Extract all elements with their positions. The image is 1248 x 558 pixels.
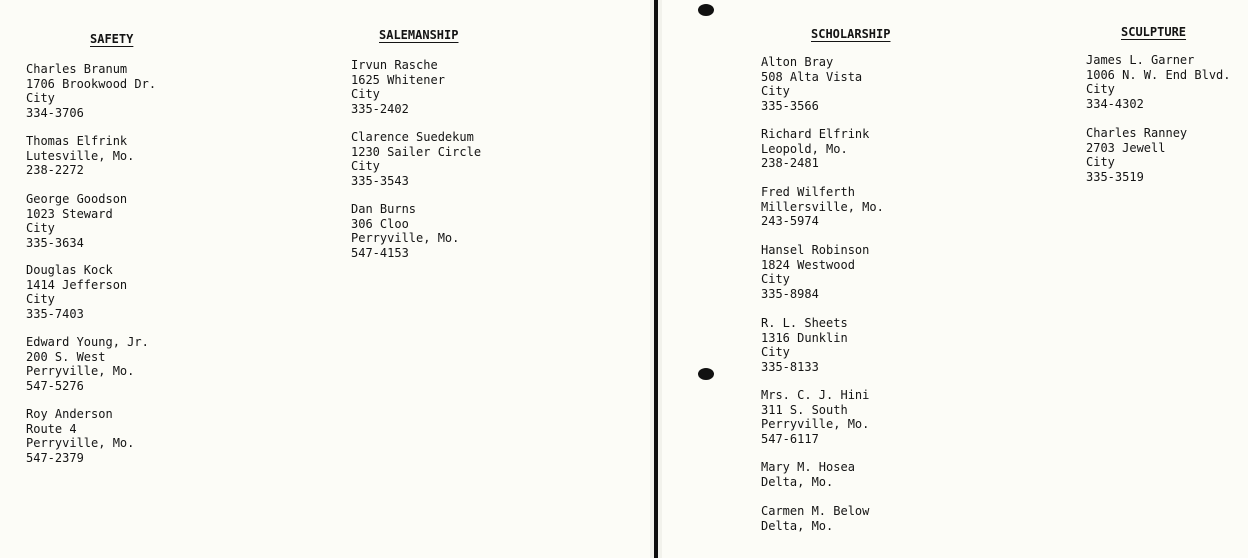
entry-name: Mrs. C. J. Hini xyxy=(761,388,870,402)
directory-entry xyxy=(26,192,127,250)
entry-line: Delta, Mo. xyxy=(761,518,834,533)
entry-line: 1824 Westwood xyxy=(761,257,855,272)
entry-line: 335-7403 xyxy=(26,306,84,321)
entry-line: City xyxy=(26,91,55,106)
entry-line: 547-6117 xyxy=(761,431,819,446)
entry-line: Route 4 xyxy=(26,421,77,436)
binding-line xyxy=(654,0,658,558)
entry-name: Dan Burns xyxy=(351,202,417,216)
entry-line: Perryville, Mo. xyxy=(26,436,135,451)
entry-line: Perryville, Mo. xyxy=(351,231,460,246)
entry-line: 335-3566 xyxy=(761,98,819,113)
directory-entry xyxy=(761,185,884,229)
directory-entry xyxy=(26,407,134,465)
directory-entry xyxy=(761,243,869,301)
entry-line: City xyxy=(761,345,790,360)
entry-line: 334-3706 xyxy=(26,105,84,120)
entry-line: 1316 Dunklin xyxy=(761,330,848,345)
entry-line: 238-2481 xyxy=(761,156,819,171)
directory-entry xyxy=(351,58,445,116)
directory-entry xyxy=(351,202,459,260)
directory-entry xyxy=(761,316,848,374)
entry-name: Alton Bray xyxy=(761,55,834,69)
entry-name: Hansel Robinson xyxy=(761,243,870,257)
column-heading: SCULPTURE xyxy=(1121,25,1187,39)
entry-line: City xyxy=(351,159,380,174)
entry-name: Douglas Kock xyxy=(26,263,113,277)
entry-line: 335-3543 xyxy=(351,173,409,188)
entry-line: 238-2272 xyxy=(26,163,84,178)
entry-line: City xyxy=(26,221,55,236)
entry-name: Carmen M. Below xyxy=(761,504,870,518)
entry-name: Irvun Rasche xyxy=(351,58,438,72)
entry-name: Roy Anderson xyxy=(26,407,113,421)
entry-name: Fred Wilferth xyxy=(761,185,855,199)
entry-line: 1006 N. W. End Blvd. xyxy=(1086,67,1231,82)
entry-name: George Goodson xyxy=(26,192,128,206)
entry-line: 335-8133 xyxy=(761,359,819,374)
directory-entry xyxy=(761,127,869,171)
directory-entry xyxy=(1086,126,1187,184)
column-heading: SAFETY xyxy=(90,32,134,46)
entry-line: 311 S. South xyxy=(761,402,848,417)
entry-line: 547-5276 xyxy=(26,378,84,393)
directory-entry xyxy=(761,388,869,446)
entry-line: 335-2402 xyxy=(351,101,409,116)
directory-entry xyxy=(761,55,862,113)
entry-line: 547-4153 xyxy=(351,245,409,260)
directory-entry xyxy=(351,130,481,188)
entry-line: 1706 Brookwood Dr. xyxy=(26,76,157,91)
entry-line: City xyxy=(761,272,790,287)
entry-line: City xyxy=(26,292,55,307)
punch-hole-middle xyxy=(698,368,714,380)
entry-name: Charles Ranney xyxy=(1086,126,1188,140)
entry-line: City xyxy=(761,84,790,99)
directory-entry xyxy=(26,62,156,120)
entry-line: 1230 Sailer Circle xyxy=(351,144,482,159)
entry-line: 335-8984 xyxy=(761,286,819,301)
entry-line: 243-5974 xyxy=(761,214,819,229)
entry-line: Perryville, Mo. xyxy=(26,364,135,379)
entry-line: 1023 Steward xyxy=(26,206,113,221)
directory-entry xyxy=(26,335,149,393)
entry-line: Delta, Mo. xyxy=(761,474,834,489)
punch-hole-top xyxy=(698,4,714,16)
entry-line: 334-4302 xyxy=(1086,96,1144,111)
entry-line: 1625 Whitener xyxy=(351,72,445,87)
entry-name: Mary M. Hosea xyxy=(761,460,855,474)
column-heading: SCHOLARSHIP xyxy=(811,27,891,41)
entry-name: Clarence Suedekum xyxy=(351,130,474,144)
entry-line: City xyxy=(351,87,380,102)
entry-line: 547-2379 xyxy=(26,450,84,465)
entry-line: City xyxy=(1086,82,1115,97)
directory-entry xyxy=(26,134,134,178)
entry-line: Lutesville, Mo. xyxy=(26,148,135,163)
entry-line: 306 Cloo xyxy=(351,216,409,231)
entry-line: City xyxy=(1086,155,1115,170)
entry-name: Richard Elfrink xyxy=(761,127,870,141)
entry-line: 2703 Jewell xyxy=(1086,140,1166,155)
entry-line: 335-3634 xyxy=(26,235,84,250)
directory-entry xyxy=(761,460,855,489)
entry-line: Perryville, Mo. xyxy=(761,417,870,432)
entry-name: Charles Branum xyxy=(26,62,128,76)
column-heading: SALEMANSHIP xyxy=(379,28,459,42)
entry-name: Thomas Elfrink xyxy=(26,134,128,148)
entry-line: Leopold, Mo. xyxy=(761,141,848,156)
entry-line: 1414 Jefferson xyxy=(26,277,128,292)
entry-name: R. L. Sheets xyxy=(761,316,848,330)
directory-entry xyxy=(761,504,869,533)
entry-line: 335-3519 xyxy=(1086,169,1144,184)
entry-line: 200 S. West xyxy=(26,349,106,364)
directory-entry xyxy=(1086,53,1231,111)
entry-name: Edward Young, Jr. xyxy=(26,335,149,349)
directory-entry xyxy=(26,263,127,321)
entry-name: James L. Garner xyxy=(1086,53,1195,67)
entry-line: Millersville, Mo. xyxy=(761,199,884,214)
entry-line: 508 Alta Vista xyxy=(761,69,863,84)
